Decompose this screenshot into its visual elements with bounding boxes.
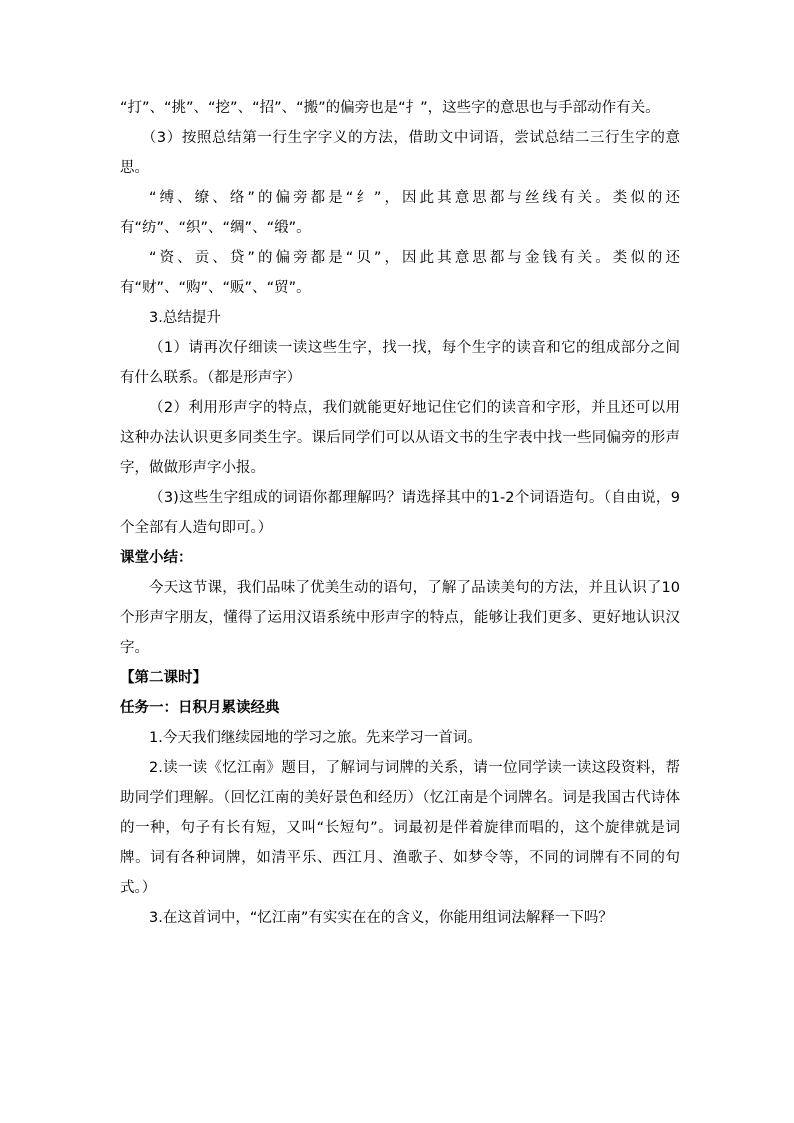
task-heading: 任务一：日积月累读经典 [120, 700, 280, 716]
paragraph-text: “打”、“挑”、“挖”、“招”、“搬”的偏旁也是“扌”，这些字的意思也与手部动作有关。 [120, 100, 660, 116]
document-page [120, 93, 680, 933]
paragraph-text: 3.在这首词中，“忆江南”有实实在在的含义，你能用组词法解释一下吗？ [149, 910, 613, 926]
paragraph-text: “资、贡、贷”的偏旁都是“贝”，因此其意思都与金钱有关。类似的还有“财”、“购”、“贩”、“贸”。 [120, 250, 680, 296]
paragraph-text: “缚、缭、络”的偏旁都是“纟”，因此其意思都与丝线有关。类似的还有“纺”、“织”、“绸”、“缎”。 [120, 190, 680, 236]
paragraph-text: 1.今天我们继续园地的学习之旅。先来学习一首词。 [149, 730, 482, 746]
paragraph-text: 2.读一读《忆江南》题目，了解词与词牌的关系，请一位同学读一读这段资料，帮助同学们理解。（回忆江南的美好景色和经历）（忆江南是个词牌名。词是我国古代诗体的一种，句子有长有短，又叫“长短句”。词最初是伴着旋律而唱的，这个旋律就是词牌。词有各种词牌，如清平乐、西江月、渔歌子、如梦令等，不同的词牌有不同的句式。） [120, 760, 680, 896]
paragraph-text: （3)这些生字组成的词语你都理解吗？请选择其中的1-2个词语造句。（自由说，9个全部有人造句即可。） [120, 490, 680, 536]
paragraph-text: （2）利用形声字的特点，我们就能更好地记住它们的读音和字形，并且还可以用这种办法认识更多同类生字。课后同学们可以从语文书的生字表中找一些同偏旁的形声字，做做形声字小报。 [120, 400, 680, 476]
subsection-heading: 3.总结提升 [149, 310, 221, 326]
paragraph-text: 今天这节课，我们品味了优美生动的语句，了解了品读美句的方法，并且认识了10个形声字朋友，懂得了运用汉语系统中形声字的特点，能够让我们更多、更好地认识汉字。 [120, 580, 680, 656]
lesson-heading: 【第二课时】 [120, 670, 207, 686]
paragraph-text: （1）请再次仔细读一读这些生字，找一找，每个生字的读音和它的组成部分之间有什么联系。（都是形声字） [120, 340, 680, 386]
section-heading: 课堂小结： [120, 550, 193, 566]
paragraph-text: （3）按照总结第一行生字字义的方法，借助文中词语，尝试总结二三行生字的意思。 [120, 130, 680, 176]
